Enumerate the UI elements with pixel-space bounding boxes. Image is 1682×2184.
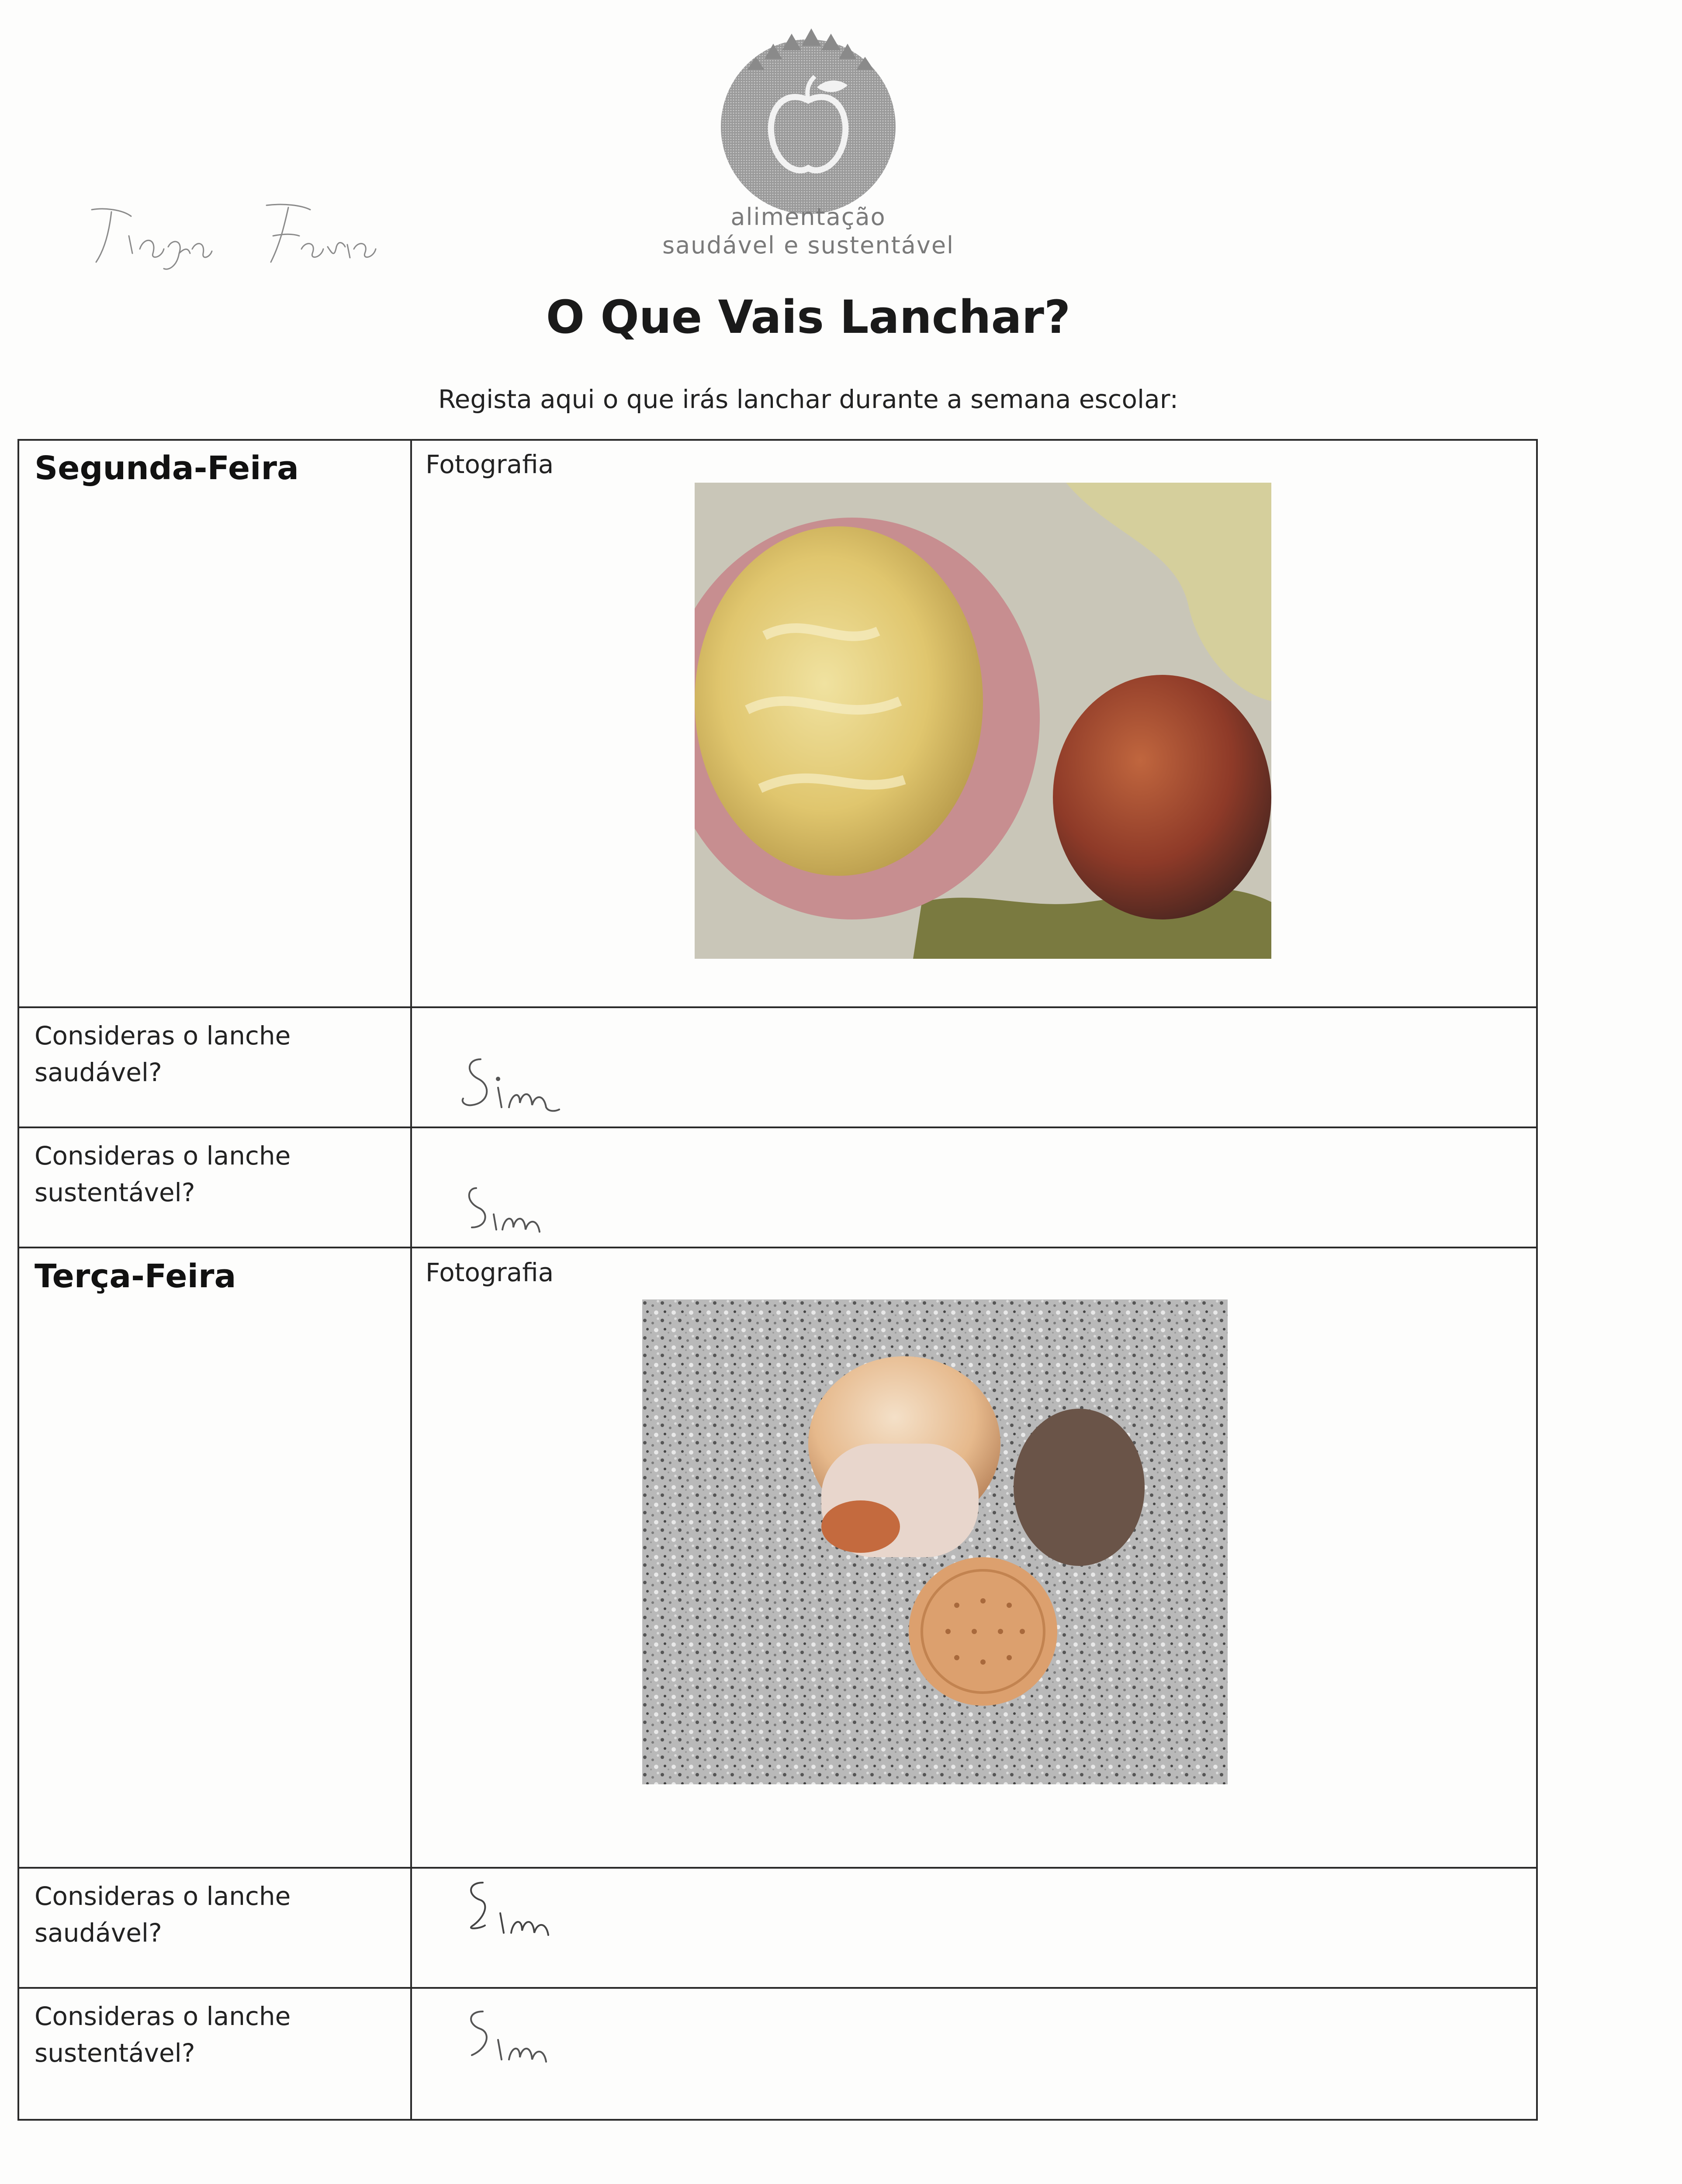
question-sustainable-tuesday: Consideras o lanche sustentável?	[35, 2001, 291, 2068]
snack-photo-bread-kiwi-biscuit	[642, 1299, 1228, 1784]
page-title: O Que Vais Lanchar?	[546, 290, 1071, 344]
question-sustainable-monday: Consideras o lanche sustentável?	[35, 1141, 291, 1207]
row-divider	[19, 1987, 1536, 1989]
apple-logo-icon	[716, 17, 900, 218]
day-label-tuesday: Terça-Feira	[35, 1258, 236, 1295]
handwritten-answer-sim	[454, 1046, 594, 1120]
question-healthy-tuesday: Consideras o lanche saudável?	[35, 1881, 291, 1948]
page-subtitle: Regista aqui o que irás lanchar durante a semana escolar:	[438, 384, 1179, 414]
handwritten-student-name	[74, 192, 380, 280]
handwritten-answer-sim	[454, 1874, 594, 1948]
row-divider	[19, 1247, 1536, 1248]
photo-label-monday: Fotografia	[426, 449, 554, 479]
question-healthy-monday: Consideras o lanche saudável?	[35, 1021, 291, 1087]
day-label-monday: Segunda-Feira	[35, 449, 299, 487]
snack-photo-bread-ham-peach	[695, 483, 1271, 959]
logo-text-line1: alimentação	[730, 203, 886, 231]
row-divider	[19, 1867, 1536, 1869]
row-divider	[19, 1006, 1536, 1008]
handwritten-answer-sim	[454, 1171, 594, 1245]
handwritten-answer-sim	[454, 2001, 594, 2075]
row-divider	[19, 1127, 1536, 1128]
logo-text-line2: saudável e sustentável	[662, 232, 955, 259]
photo-label-tuesday: Fotografia	[426, 1258, 554, 1287]
